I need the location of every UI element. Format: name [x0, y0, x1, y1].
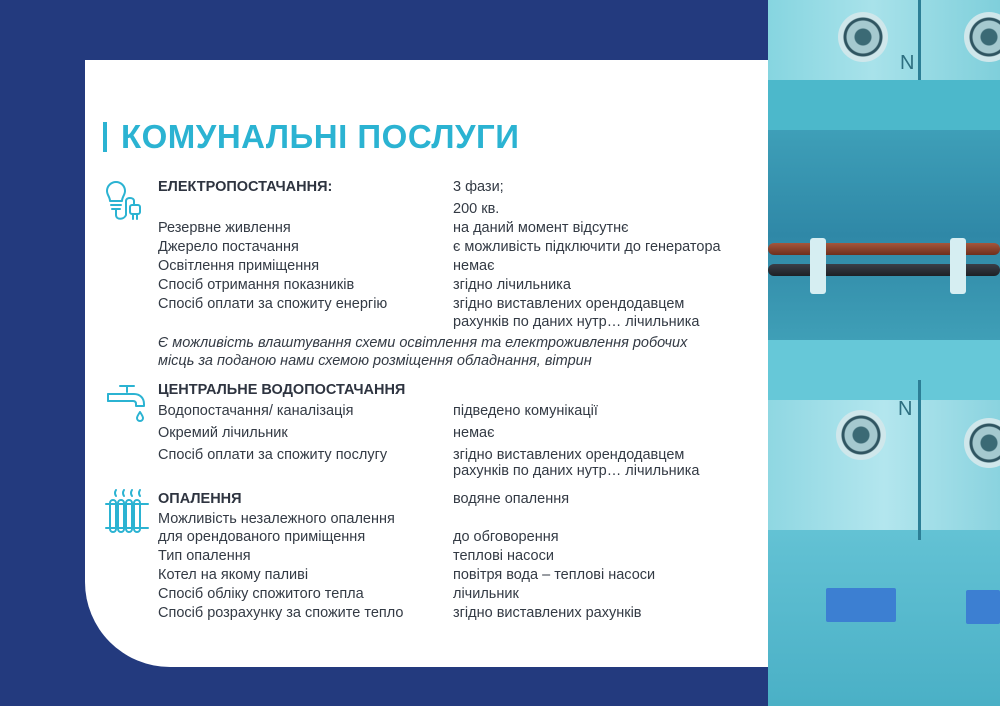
- row-value: лічильник: [453, 586, 519, 602]
- row-value-continued: рахунків по даних нутр… лічильника: [453, 314, 700, 330]
- row-value: повітря вода – теплові насоси: [453, 567, 656, 583]
- electricity-power-value: 200 кв.: [453, 201, 500, 217]
- photo-label-n: N: [898, 398, 913, 420]
- row-label: Спосіб розрахунку за спожите тепло: [158, 605, 404, 621]
- water-tap-icon: [104, 380, 150, 426]
- row-label: Спосіб обліку спожитого тепла: [158, 586, 364, 602]
- row-value: згідно лічильника: [453, 277, 571, 293]
- row-value: згідно виставлених рахунків: [453, 605, 642, 621]
- row-value-continued: рахунків по даних нутр… лічильника: [453, 463, 700, 479]
- row-label: Резервне живлення: [158, 220, 291, 236]
- heating-heading: ОПАЛЕННЯ: [158, 491, 242, 507]
- row-label: Спосіб оплати за спожиту енергію: [158, 296, 388, 312]
- row-value: на даний момент відсутнє: [453, 220, 629, 236]
- row-value: до обговорення: [453, 529, 559, 545]
- row-value: є можливість підключити до генератора: [453, 239, 721, 255]
- water-heading: ЦЕНТРАЛЬНЕ ВОДОПОСТАЧАННЯ: [158, 382, 406, 398]
- radiator-icon: [104, 488, 150, 534]
- page-title: КОМУНАЛЬНІ ПОСЛУГИ: [103, 118, 519, 156]
- row-value: теплові насоси: [453, 548, 554, 564]
- electricity-note: Є можливість влаштування схеми освітлення та електроживлення робочих: [158, 335, 688, 351]
- row-value: згідно виставлених орендодавцем: [453, 296, 685, 312]
- row-value: немає: [453, 258, 495, 274]
- row-label: Водопостачання/ каналізація: [158, 403, 354, 419]
- heating-type-value: водяне опалення: [453, 491, 570, 507]
- electricity-heading: ЕЛЕКТРОПОСТАЧАННЯ:: [158, 179, 333, 195]
- row-label: Спосіб отримання показників: [158, 277, 355, 293]
- row-value: згідно виставлених орендодавцем: [453, 447, 685, 463]
- row-label: Котел на якому паливі: [158, 567, 309, 583]
- row-label: Освітлення приміщення: [158, 258, 320, 274]
- row-label: Тип опалення: [158, 548, 251, 564]
- row-label: Джерело постачання: [158, 239, 299, 255]
- row-label: Спосіб оплати за спожиту послугу: [158, 447, 388, 463]
- row-value: підведено комунікації: [453, 403, 598, 419]
- row-label: Можливість незалежного опалення: [158, 511, 395, 527]
- photo-label-n: N: [900, 52, 915, 74]
- row-value: немає: [453, 425, 495, 441]
- lightbulb-plug-icon: [104, 178, 150, 224]
- electricity-note: місць за поданою нами схемою розміщення обладнання, вітрин: [158, 353, 592, 369]
- row-label: для орендованого приміщення: [158, 529, 366, 545]
- electrical-panel-photo: [768, 0, 1000, 706]
- row-label: Окремий лічильник: [158, 425, 288, 441]
- electricity-phase-value: 3 фази;: [453, 179, 504, 195]
